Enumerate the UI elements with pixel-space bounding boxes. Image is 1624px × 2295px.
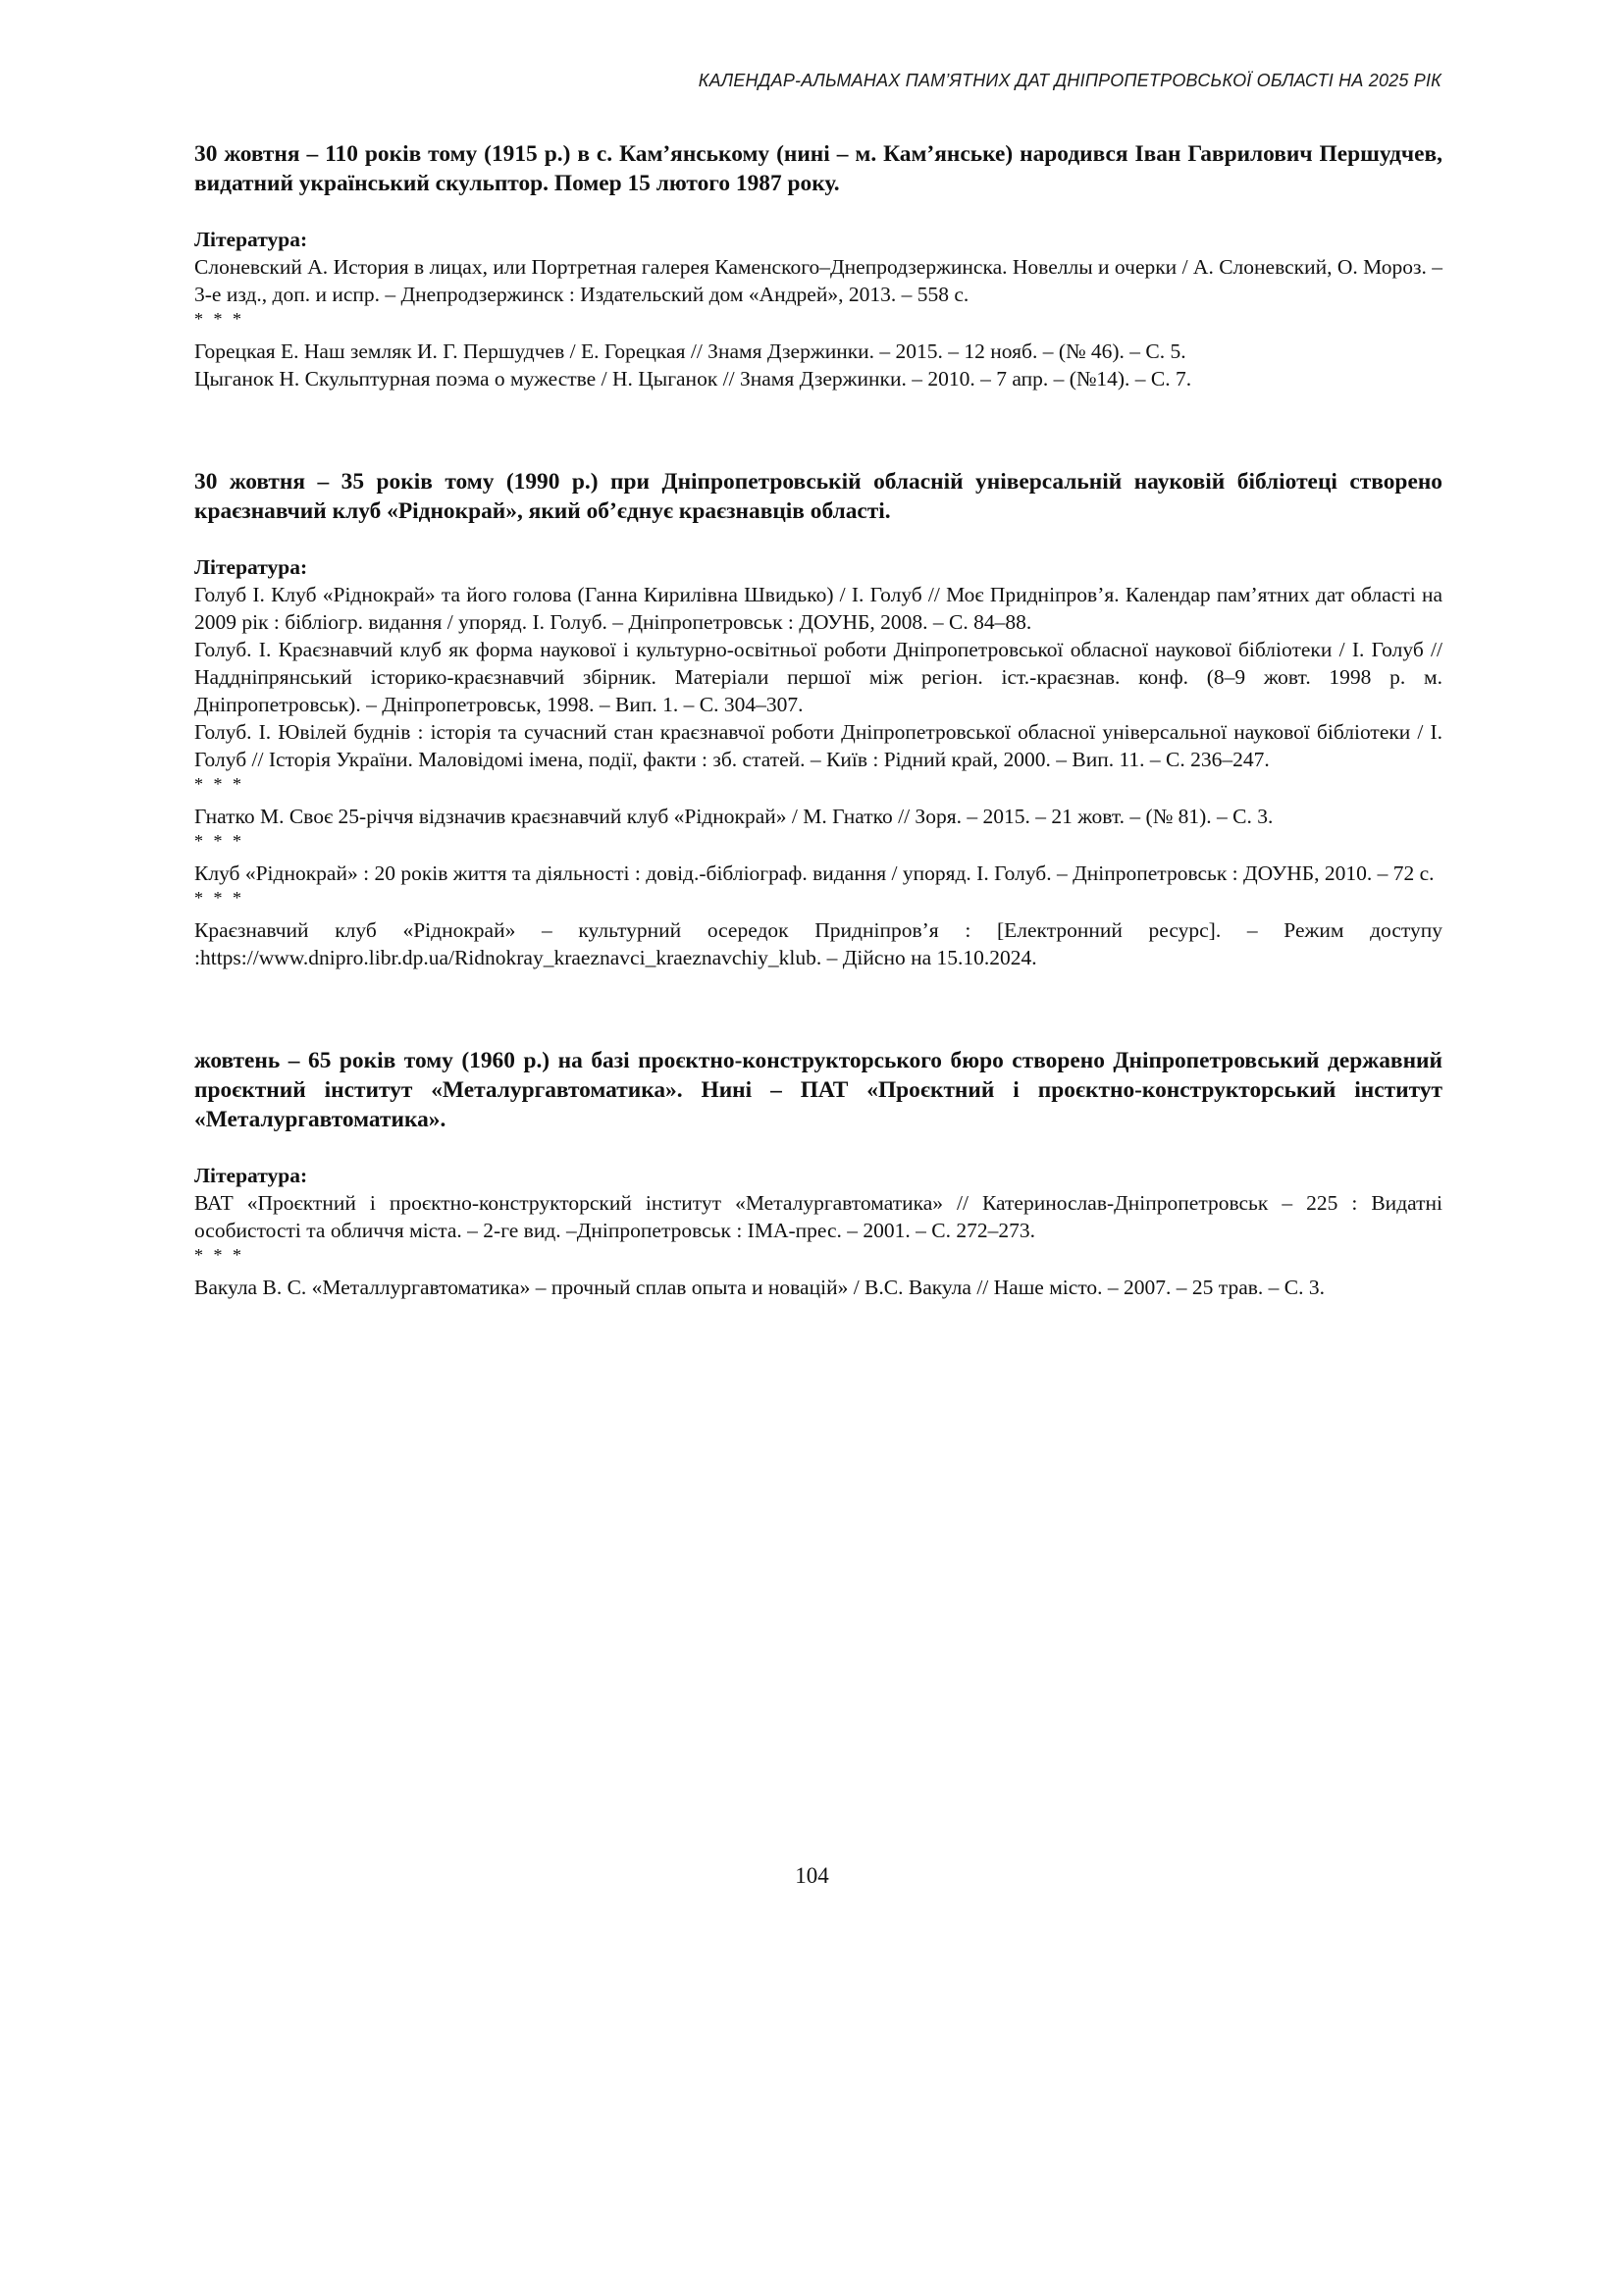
separator-stars: * * * xyxy=(194,1245,244,1265)
bibliography-entry: Краєзнавчий клуб «Ріднокрай» – культурний осередок Придніпров’я : [Електронний ресурс]. – Режим доступу :https://www.dnipro.libr.dp.ua/Ridnokray_kraeznavci_kraeznavchiy_klub. – Дійсно на 15.10.2024. xyxy=(194,918,1442,969)
separator-stars: * * * xyxy=(194,888,244,908)
event-title: жовтень – 65 років тому (1960 р.) на базі проєктно-конструкторського бюро створено Дніпропетровський державний проєктний інститут «Металургавтоматика». Нині – ПАТ «Проєктний і проєктно-конструкторський інститут «Металургавтоматика». xyxy=(194,1048,1442,1132)
bibliography-entry: Горецкая Е. Наш земляк И. Г. Першудчев / Е. Горецкая // Знамя Дзержинки. – 2015. – 12 нояб. – (№ 46). – С. 5. xyxy=(194,339,1186,363)
running-header: КАЛЕНДАР-АЛЬМАНАХ ПАМ’ЯТНИХ ДАТ ДНІПРОПЕТРОВСЬКОЇ ОБЛАСТІ НА 2025 РІК xyxy=(698,71,1441,90)
bibliography-entry: Голуб. І. Краєзнавчий клуб як форма наукової і культурно-освітньої роботи Дніпропетровської обласної наукової бібліотеки / І. Голуб // Наддніпрянський історико-краєзнавчий збірник. Матеріали першої між регіон. іст.-краєзнав. конф. (8–9 жовт. 1998 р. м. Дніпропетровськ). – Дніпропетровськ, 1998. – Вип. 1. – С. 304–307. xyxy=(194,638,1442,716)
bibliography-entry: Цыганок Н. Скульптурная поэма о мужестве / Н. Цыганок // Знамя Дзержинки. – 2010. – 7 апр. – (№14). – С. 7. xyxy=(194,367,1192,391)
bibliography-entry: ВАТ «Проєктний і проєктно-конструкторский інститут «Металургавтоматика» // Катеринослав-Дніпропетровськ – 225 : Видатні особистості та обличчя міста. – 2-ге вид. –Дніпропетровськ : ІМА-прес. – 2001. – С. 272–273. xyxy=(194,1191,1442,1242)
event-title: 30 жовтня – 110 років тому (1915 р.) в с. Кам’янському (нині – м. Кам’янське) народився Іван Гаврилович Першудчев, видатний український скульптор. Помер 15 лютого 1987 року. xyxy=(194,141,1442,196)
bibliography-entry: Слоневский А. История в лицах, или Портретная галерея Каменского–Днепродзержинска. Новеллы и очерки / А. Слоневский, О. Мороз. – 3-е изд., доп. и испр. – Днепродзержинск : Издательский дом «Андрей», 2013. – 558 с. xyxy=(194,255,1442,306)
reference-list xyxy=(194,253,1442,392)
bibliography-entry: Гнатко М. Своє 25-річчя відзначив краєзнавчий клуб «Ріднокрай» / М. Гнатко // Зоря. – 2015. – 21 жовт. – (№ 81). – С. 3. xyxy=(194,805,1274,828)
event-section xyxy=(194,139,1442,392)
literature-heading: Література: xyxy=(194,555,308,579)
event-title: 30 жовтня – 35 років тому (1990 р.) при Дніпропетровській обласній універсальній науковій бібліотеці створено краєзнавчий клуб «Ріднокрай», який об’єднує краєзнавців області. xyxy=(194,469,1442,524)
separator-stars: * * * xyxy=(194,774,244,794)
event-section xyxy=(194,467,1442,971)
literature-heading: Література: xyxy=(194,228,308,251)
separator-stars: * * * xyxy=(194,309,244,329)
bibliography-entry: Вакула В. С. «Металлургавтоматика» – прочный сплав опыта и новацій» / В.С. Вакула // Наше місто. – 2007. – 25 трав. – С. 3. xyxy=(194,1276,1325,1299)
separator-stars: * * * xyxy=(194,831,244,851)
bibliography-entry: Голуб І. Клуб «Ріднокрай» та його голова (Ганна Кирилівна Швидько) / І. Голуб // Моє Придніпров’я. Календар пам’ятних дат області на 2009 рік : бібліогр. видання / упоряд. І. Голуб. – Дніпропетровськ : ДОУНБ, 2008. – С. 84–88. xyxy=(194,583,1442,634)
literature-heading: Література: xyxy=(194,1164,308,1187)
bibliography-entry: Голуб. І. Ювілей буднів : історія та сучасний стан краєзнавчої роботи Дніпропетровської обласної універсальної наукової бібліотеки / І. Голуб // Історія України. Маловідомі імена, події, факти : зб. статей. – Київ : Рідний край, 2000. – Вип. 11. – С. 236–247. xyxy=(194,720,1442,771)
bibliography-entry: Клуб «Ріднокрай» : 20 років життя та діяльності : довід.-бібліограф. видання / упоряд. І. Голуб. – Дніпропетровськ : ДОУНБ, 2010. – 72 с. xyxy=(194,861,1435,885)
event-section xyxy=(194,1046,1442,1301)
reference-list xyxy=(194,581,1442,971)
reference-list xyxy=(194,1189,1442,1301)
page-content xyxy=(194,139,1442,1301)
page-number: 104 xyxy=(795,1863,829,1888)
